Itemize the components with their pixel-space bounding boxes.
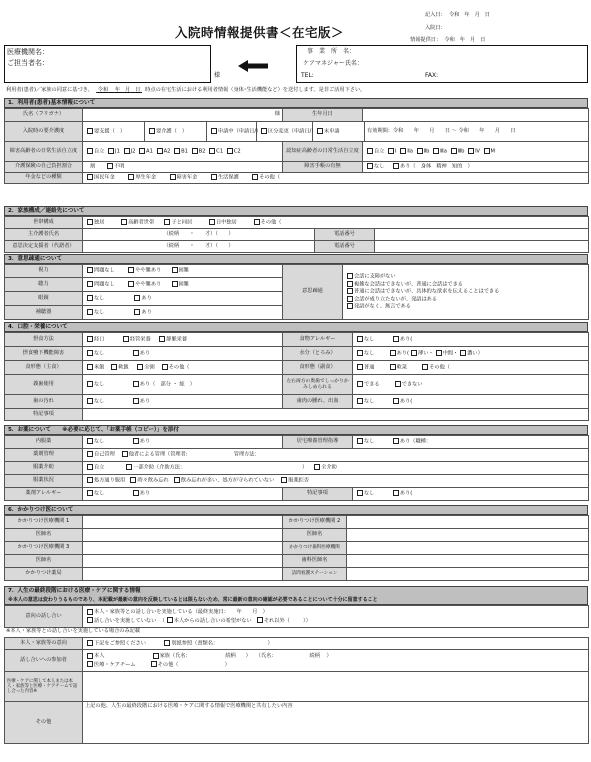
section-6-table <box>4 515 589 581</box>
tooth-dirt-label: 歯の汚れ <box>5 395 83 409</box>
caregiver-label: 主介護者氏名 <box>5 229 83 241</box>
denture-options[interactable]: なし あり（ 部分 ・ 総 ） <box>83 375 283 395</box>
dysphagia-label: 摂食嚥下機能障害 <box>5 347 83 361</box>
applying-option[interactable]: 申請中（申請日/） <box>207 122 257 142</box>
med-status-label: 服薬状況 <box>5 475 83 488</box>
water-thickness-label: 水分（とろみ） <box>283 347 353 361</box>
doctor-1-label: 医師名 <box>5 529 83 542</box>
name-field[interactable]: 様 <box>83 109 283 122</box>
disabled-level-options[interactable]: 自立 J1 J2 A1 A2 B1 B2 C1 C2 <box>83 142 283 162</box>
staple-form-options[interactable]: 米飯 軟飯 全粥 その他（ <box>83 361 283 375</box>
form-title: 入院時情報提供書＜在宅版＞ <box>175 25 345 40</box>
communication-options[interactable]: 会話に支障がない 複雑な会話はできないが、普通に会話はできる 普通に会話はできないが、具体的な欲求を伝えることはできる 会話が成り立たないが、発語はある 発語がなく、無言である <box>343 265 589 320</box>
section-1-table <box>4 108 589 122</box>
oral-note-label: 特記事項 <box>5 409 83 421</box>
dentist-field[interactable] <box>347 555 589 568</box>
arrow-left-icon <box>238 60 268 72</box>
household-label: 世帯構成 <box>5 217 83 229</box>
decision-phone-label: 電話番号 <box>315 241 375 253</box>
other-field[interactable]: 上記の他、人生の最終段階における医療・ケアに関する情報で医療機関と共有したい内容 <box>83 702 589 744</box>
intent-options[interactable]: 下記をご参照ください 別紙参照（書類名： ） <box>83 638 589 650</box>
tooth-dirt-options[interactable]: なし あり <box>83 395 283 409</box>
care-level-table <box>4 121 589 142</box>
nursing-station-label: 訪問看護ステーション <box>283 568 347 581</box>
internal-med-options[interactable]: なし あり <box>83 436 283 449</box>
doctor-2-field[interactable] <box>347 529 589 542</box>
sender-box <box>296 45 588 83</box>
section-3-header: 3．意思疎通について <box>4 254 588 264</box>
vision-options[interactable]: 問題なし やや難あり 困難 <box>83 265 283 278</box>
communication-label: 意思疎通 <box>283 265 343 320</box>
dementia-level-label: 認知症高齢者の日常生活自立度 <box>283 142 363 162</box>
vision-label: 視力 <box>5 265 83 278</box>
med-status-options[interactable]: 処方通り服用 時々飲み忘れ 飲み忘れが多い、処方が守られていない 服薬拒否 <box>83 475 589 488</box>
care-level-label: 入院時の要介護度 <box>5 122 83 142</box>
section-5-table <box>4 435 589 501</box>
bite-label: 左右両方の奥歯でしっかりかみしめられる <box>283 375 353 395</box>
section-2-table <box>4 216 589 253</box>
intent-label: 本人・家族等の意向 <box>5 638 83 650</box>
drug-allergy-options[interactable]: なし あり <box>83 488 283 501</box>
caregiver-field[interactable]: （続柄 ・ 才）（ ） <box>83 229 315 241</box>
doctor-3-field[interactable] <box>83 555 283 568</box>
eat-method-label: 摂食方法 <box>5 333 83 347</box>
drug-allergy-label: 薬剤アレルギー <box>5 488 83 501</box>
recipient-person: ご担当者名： <box>7 59 49 67</box>
handicap-label: 障害手帳の有無 <box>283 162 363 173</box>
dob-label: 生年月日 <box>283 109 363 122</box>
med-assist-label: 服薬介助 <box>5 462 83 475</box>
clinic-2-label: かかりつけ医療機関 2 <box>283 516 347 529</box>
care-need-option[interactable]: 要介護（ ） <box>145 122 207 142</box>
sender-fax: FAX: <box>425 72 439 79</box>
clinic-1-field[interactable] <box>83 516 283 529</box>
food-allergy-label: 食物アレルギー <box>283 333 353 347</box>
denture-label: 義歯使用 <box>5 375 83 395</box>
caregiver-phone[interactable] <box>375 229 589 241</box>
clinic-3-label: かかりつけ医療機関 3 <box>5 542 83 555</box>
hearing-aid-label: 補聴器 <box>5 306 83 320</box>
section-6-header: 6．かかりつけ医について <box>4 505 588 515</box>
decision-supporter-label: 意思決定支援者（代諾者） <box>5 241 83 253</box>
recipient-box <box>4 45 211 83</box>
eat-method-options[interactable]: 経口 経管栄養 静脈栄養 <box>83 333 283 347</box>
section-7-title: 7．人生の最終段階における医療・ケアに関する情報 <box>8 588 141 594</box>
glasses-options[interactable]: なし あり <box>83 292 283 306</box>
dysphagia-options[interactable]: なし あり <box>83 347 283 361</box>
doctor-2-label: 医師名 <box>283 529 347 542</box>
clinic-2-field[interactable] <box>347 516 589 529</box>
section-1-header: 1．利用者(患者)基本情報について <box>4 98 588 108</box>
clinic-1-label: かかりつけ医療機関 1 <box>5 516 83 529</box>
honorific: 様 <box>214 72 221 79</box>
dental-clinic-label: かかりつけ歯科医療機関 <box>283 542 347 555</box>
med-assist-options[interactable]: 自立 一部介助（介助方法： ） 全介助 <box>83 462 589 475</box>
med-special-options[interactable]: なし あり( <box>353 488 589 501</box>
other-label: その他 <box>5 702 83 744</box>
pharmacy-field[interactable] <box>83 568 283 581</box>
home-care-guidance-label: 居宅療養管理指導 <box>283 436 353 449</box>
discussion-label: 意向の話し合い <box>5 606 83 628</box>
side-form-options[interactable]: 普通 軟菜 その他（ <box>353 361 589 375</box>
section-7-note: ※本人の意思は変わりうるものであり、本記載が最新の意向を反映しているとは限らないため、常に最新の意向の確認が必要であることについて十分に留意すること <box>8 596 378 603</box>
decision-phone[interactable] <box>375 241 589 253</box>
household-options[interactable]: 独居 高齢者世帯 子と同居 日中独居 その他（ <box>83 217 589 229</box>
valid-period: 有効期間：令和 年 月 日 ～ 令和 年 月 日 <box>365 122 589 142</box>
hearing-label: 聴力 <box>5 278 83 292</box>
dob-field[interactable] <box>363 109 589 122</box>
home-care-guidance-options[interactable]: なし あり（職種： <box>353 436 589 449</box>
discussion-content-field[interactable] <box>83 672 589 702</box>
name-label: 氏名（フリガナ） <box>5 109 83 122</box>
recorded-date: 記入日： 令和 年 月 日 <box>425 12 490 18</box>
bite-options[interactable]: できる できない <box>353 375 589 395</box>
section-4-table <box>4 332 589 421</box>
independence-table <box>4 141 589 184</box>
food-allergy-options[interactable]: なし あり( <box>353 333 589 347</box>
pension-options[interactable]: 国民年金 厚生年金 障害年金 生活保護 その他（ <box>83 173 589 184</box>
caregiver-phone-label: 電話番号 <box>315 229 375 241</box>
participants-label: 話し合いへの参加者 <box>5 650 83 672</box>
section-4-header: 4．口腔・栄養について <box>4 322 588 332</box>
internal-med-label: 内服薬 <box>5 436 83 449</box>
section-2-header: 2．家族構成／連絡先について <box>4 206 588 216</box>
participants-options[interactable]: 本人 家族（氏名： 続柄 ） （氏名： 続柄 ） 医療・ケアチーム その他（ ） <box>83 650 589 672</box>
care-support-option[interactable]: 要支援（ ） <box>83 122 145 142</box>
clinic-3-field[interactable] <box>83 542 283 555</box>
section-7-table <box>4 605 589 628</box>
med-special-label: 特記事項 <box>283 488 353 501</box>
nursing-station-field[interactable] <box>347 568 589 581</box>
glasses-label: 眼鏡 <box>5 292 83 306</box>
staple-form-label: 食形態（主食） <box>5 361 83 375</box>
dental-clinic-field[interactable] <box>347 542 589 555</box>
section-3-table <box>4 264 589 320</box>
dentist-label: 歯科医師名 <box>283 555 347 568</box>
side-form-label: 食形態（副食） <box>283 361 353 375</box>
change-option[interactable]: 区分変更（申請日/） <box>257 122 313 142</box>
pension-label: 年金などの種類 <box>5 173 83 184</box>
hearing-aid-options[interactable]: なし あり <box>83 306 283 320</box>
sender-office: 事 業 所 名： <box>307 48 356 55</box>
handicap-options[interactable]: なし あり（ 身体 精神 知的 ） <box>363 162 589 173</box>
admission-date: 入院日： <box>425 25 446 31</box>
burden-field[interactable]: 割 不明 <box>83 162 283 173</box>
provided-date: 情報提供日： 令和 年 月 日 <box>410 37 486 43</box>
section-7-detail-table <box>4 637 589 744</box>
dementia-level-options[interactable]: 自立 Ⅰ Ⅱa Ⅱb Ⅲa Ⅲb Ⅳ M <box>363 142 589 162</box>
sender-tel: TEL: <box>301 72 314 79</box>
gum-options[interactable]: なし あり( <box>353 395 589 409</box>
drug-mgmt-options[interactable]: 自己管理 他者による管理（管理者: 管理方法： <box>83 449 589 462</box>
burden-label: 介護保険の自己負担割合 <box>5 162 83 173</box>
drug-mgmt-label: 薬剤管理 <box>5 449 83 462</box>
discussion-content-label: 医療・ケアに関して本人または本人・家族等と医療・ケアチームで話し合った内容※ <box>5 672 83 702</box>
doctor-1-field[interactable] <box>83 529 283 542</box>
consent-line: 利用者(患者)／家族の同意に基づき、 令和 年 月 日 時点の在宅生活における利用者情報（身体･生活機能など）を送付します。是非ご活用下さい。 <box>6 87 366 93</box>
gum-label: 歯肉の腫れ、出血 <box>283 395 353 409</box>
water-thickness-options[interactable]: なし あり( 薄い・ 中間・ 濃い） <box>353 347 589 361</box>
discussion-options[interactable]: 本人・家族等との話し合いを実施している（最終実施日： 年 月 ） 話し合いを実施していない （ 本人からの話し合いの希望がない それ以外（ ）） <box>83 606 589 628</box>
doctor-3-label: 医師名 <box>5 555 83 568</box>
pharmacy-label: かかりつけ薬局 <box>5 568 83 581</box>
oral-note-field[interactable] <box>83 409 589 421</box>
sender-manager: ケアマネジャー氏名： <box>303 60 363 67</box>
discussion-sub-note: ※本人・家族等との話し合いを実施している場合のみ記載 <box>6 628 141 634</box>
recipient-institution: 医療機関名： <box>7 48 49 56</box>
hearing-options[interactable]: 問題なし やや難あり 困難 <box>83 278 283 292</box>
section-7-header <box>4 586 588 605</box>
section-5-header: 5．お薬について ※必要に応じて、「お薬手帳（コピー）」を添付 <box>4 425 588 435</box>
disabled-level-label: 障害高齢者の日常生活自立度 <box>5 142 83 162</box>
decision-supporter-field[interactable]: （続柄 ・ 才）（ ） <box>83 241 315 253</box>
unapplied-option[interactable]: 未申請 <box>313 122 365 142</box>
